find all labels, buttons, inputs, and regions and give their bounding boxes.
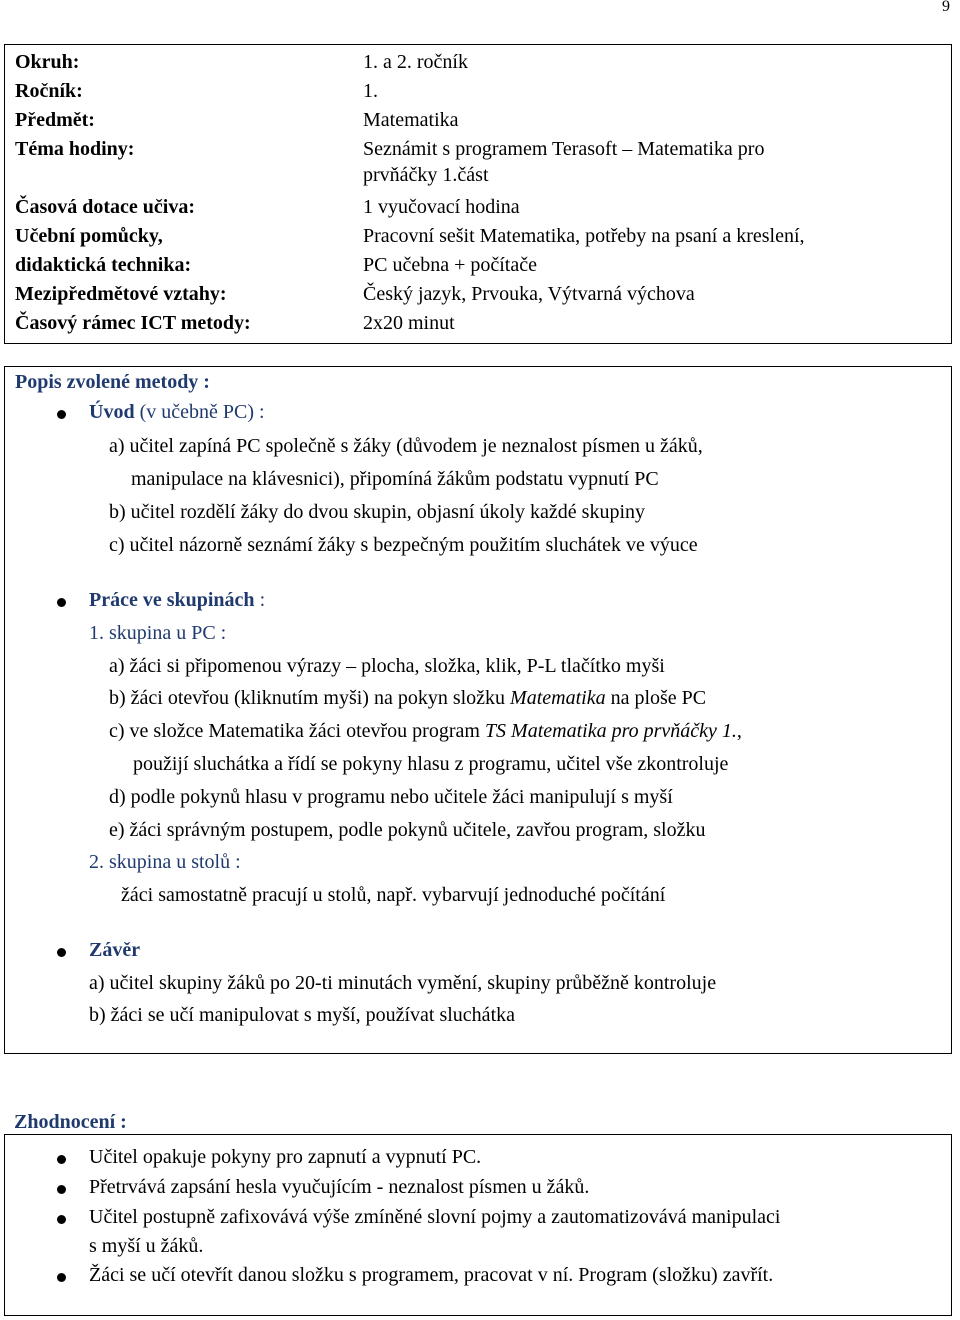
intro-b: b) učitel rozdělí žáky do dvou skupin, objasní úkoly každé skupiny <box>109 501 646 523</box>
info-value-cont: PC učebna + počítače <box>363 254 537 276</box>
group1-e: e) žáci správným postupem, podle pokynů učitele, zavřou program, složku <box>109 819 706 841</box>
group1-c-pre: c) ve složce Matematika žáci otevřou program <box>109 720 485 742</box>
info-label-cont: didaktická technika: <box>15 254 192 276</box>
group1-b-folder: Matematika <box>510 687 606 709</box>
intro-heading <box>89 401 265 424</box>
group1-b-post: na ploše PC <box>605 687 707 709</box>
bullet-icon <box>57 1185 66 1194</box>
info-value: Matematika <box>363 109 459 131</box>
group1-c-cont: použijí sluchátka a řídí se pokyny hlasu z programu, učitel vše zkontroluje <box>133 753 729 775</box>
bullet-icon <box>57 948 66 957</box>
intro-a: a) učitel zapíná PC společně s žáky (důvodem je neznalost písmen u žáků, <box>109 435 703 457</box>
bullet-icon <box>57 598 66 607</box>
group1-c-program: TS Matematika pro prvňáčky 1. <box>484 720 737 742</box>
evaluation-title: Zhodnocení : <box>14 1111 127 1133</box>
info-value: Seznámit s programem Terasoft – Matematika pro <box>363 138 765 160</box>
method-description-box <box>4 366 952 1054</box>
group1-b-pre: b) žáci otevřou (kliknutím myši) na pokyn složku <box>109 687 511 709</box>
evaluation-item: Žáci se učí otevřít danou složku s programem, pracovat v ní. Program (složku) zavřít. <box>89 1264 774 1286</box>
info-label: Ročník: <box>15 80 83 102</box>
group2-heading: 2. skupina u stolů : <box>89 851 241 873</box>
lesson-info-table <box>4 44 952 344</box>
group1-a: a) žáci si připomenou výrazy – plocha, složka, klik, P-L tlačítko myši <box>109 655 665 677</box>
page-number: 9 <box>942 0 950 15</box>
method-title: Popis zvolené metody : <box>15 371 210 393</box>
info-label: Okruh: <box>15 51 80 73</box>
bullet-icon <box>57 1155 66 1164</box>
info-label: Předmět: <box>15 109 95 131</box>
evaluation-item-cont: s myší u žáků. <box>89 1235 204 1257</box>
info-value: 1. <box>363 80 378 102</box>
info-value: Český jazyk, Prvouka, Výtvarná výchova <box>363 283 695 305</box>
info-value: 2x20 minut <box>363 312 455 334</box>
evaluation-item: Učitel postupně zafixovává výše zmíněné slovní pojmy a zautomatizovává manipulaci <box>89 1206 781 1228</box>
info-label: Téma hodiny: <box>15 138 135 160</box>
group1-d: d) podle pokynů hlasu v programu nebo učitele žáci manipulují s myší <box>109 786 673 808</box>
intro-heading-rest: (v učebně PC) : <box>134 401 265 423</box>
group1-c <box>109 720 742 743</box>
evaluation-item: Přetrvává zapsání hesla vyučujícím - neznalost písmen u žáků. <box>89 1176 590 1198</box>
info-value: Pracovní sešit Matematika, potřeby na psaní a kreslení, <box>363 225 805 247</box>
evaluation-box <box>4 1134 952 1316</box>
evaluation-item: Učitel opakuje pokyny pro zapnutí a vypnutí PC. <box>89 1146 482 1168</box>
info-label: Učební pomůcky, <box>15 225 163 247</box>
info-value: 1 vyučovací hodina <box>363 196 520 218</box>
bullet-icon <box>57 1273 66 1282</box>
conclusion-heading: Závěr <box>89 939 141 961</box>
bullet-icon <box>57 410 66 419</box>
info-label: Časová dotace učiva: <box>15 196 195 218</box>
group1-c-post: , <box>736 720 742 742</box>
info-label: Mezipředmětové vztahy: <box>15 283 227 305</box>
group1-heading: 1. skupina u PC : <box>89 622 227 644</box>
info-value-cont: prvňáčky 1.část <box>363 164 489 186</box>
groups-heading-rest: : <box>254 589 266 611</box>
info-value: 1. a 2. ročník <box>363 51 468 73</box>
intro-a-cont: manipulace na klávesnici), připomíná žákům podstatu vypnutí PC <box>131 468 659 490</box>
info-label: Časový rámec ICT metody: <box>15 312 251 334</box>
group1-b <box>109 687 706 710</box>
conclusion-a: a) učitel skupiny žáků po 20-ti minutách vymění, skupiny průběžně kontroluje <box>89 972 717 994</box>
groups-heading-bold: Práce ve skupinách <box>89 589 255 611</box>
intro-c: c) učitel názorně seznámí žáky s bezpečným použitím sluchátek ve výuce <box>109 534 698 556</box>
group2-text: žáci samostatně pracují u stolů, např. vybarvují jednoduché počítání <box>121 884 666 906</box>
groups-heading <box>89 589 265 612</box>
conclusion-b: b) žáci se učí manipulovat s myší, používat sluchátka <box>89 1004 515 1026</box>
intro-heading-bold: Úvod <box>89 401 135 423</box>
bullet-icon <box>57 1215 66 1224</box>
